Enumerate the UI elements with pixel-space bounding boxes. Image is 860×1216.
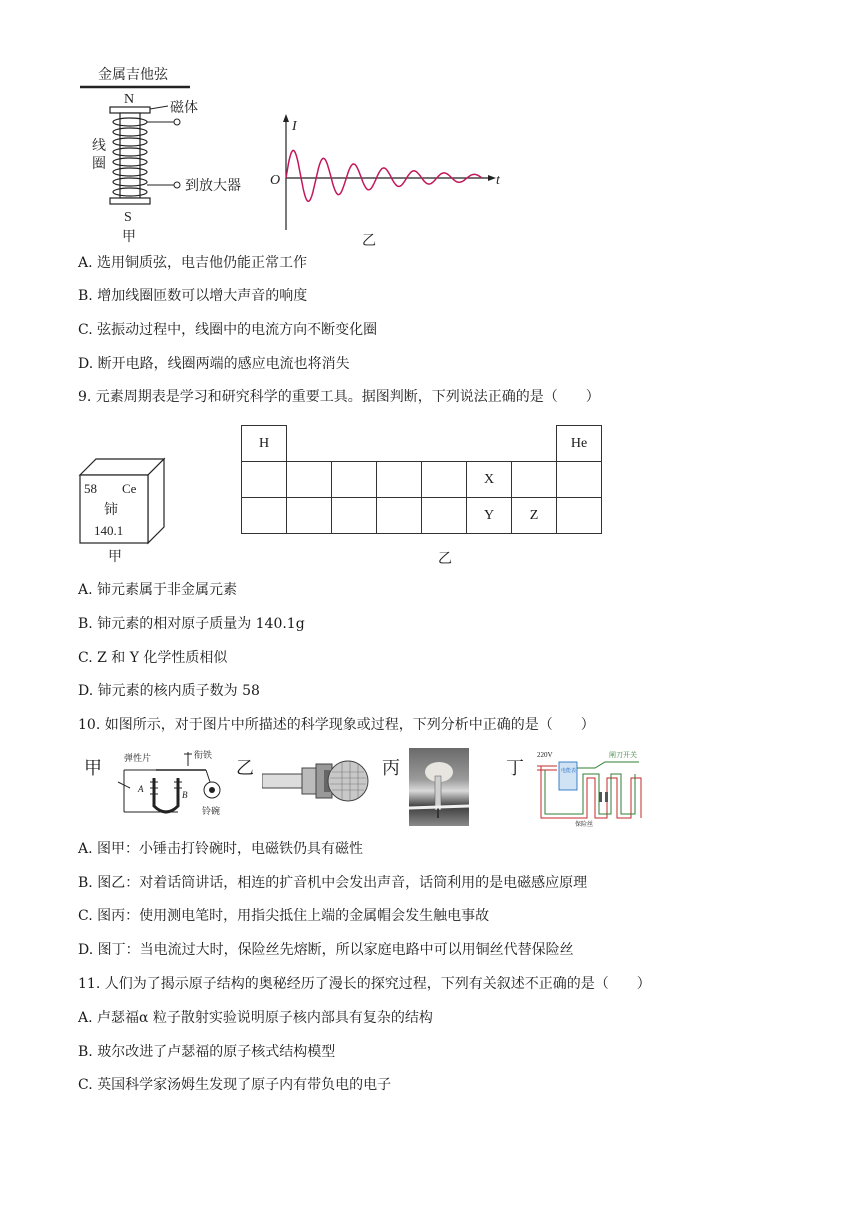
bottom-plate <box>110 198 150 204</box>
cell-h: H <box>242 426 287 462</box>
origin-label: O <box>270 173 281 188</box>
x-axis-label: t <box>496 173 500 188</box>
bell-a-label: A <box>138 784 144 794</box>
q9-option-b[interactable]: B. 铈元素的相对原子质量为 140.1g <box>78 616 305 632</box>
figure-jia-caption: 甲 <box>122 230 136 245</box>
terminal-top <box>174 119 180 125</box>
voltage-label: 220V <box>537 751 553 759</box>
q9-option-a[interactable]: A. 铈元素属于非金属元素 <box>78 582 238 598</box>
label-jia: 甲 <box>84 758 102 779</box>
fuse-label: 保险丝 <box>575 822 594 828</box>
q8-option-c[interactable]: C. 弦振动过程中，线圈中的电流方向不断变化圈 <box>78 322 378 338</box>
microphone-figure <box>262 752 372 812</box>
terminal-bottom <box>174 182 180 188</box>
label-ding: 丁 <box>506 758 524 779</box>
circuit-svg <box>535 748 645 828</box>
q8-option-b[interactable]: B. 增加线圈匝数可以增大声音的响度 <box>78 288 308 304</box>
bell-label: 铃碗 <box>202 806 221 816</box>
figure-yi-caption: 乙 <box>362 234 376 249</box>
meter-label: 电能表 <box>561 769 577 774</box>
cell-z: Z <box>512 498 557 534</box>
electric-bell-figure <box>108 748 228 820</box>
coil-label-2: 圈 <box>92 157 106 172</box>
atomic-number: 58 <box>84 481 97 496</box>
q10-stem: 10. 如图所示，对于图片中所描述的科学现象或过程，下列分析中正确的是（ ） <box>78 717 595 733</box>
element-cube <box>78 455 178 565</box>
test-pen-svg <box>409 748 469 826</box>
bell-svg <box>108 748 228 820</box>
current-graph <box>262 110 512 250</box>
q10-option-b[interactable]: B. 图乙：对着话筒讲话，相连的扩音机中会发出声音，话筒利用的是电磁感应原理 <box>78 875 588 891</box>
cell-he: He <box>557 426 602 462</box>
q8-option-d[interactable]: D. 断开电路，线圈两端的感应电流也将消失 <box>78 356 350 372</box>
pickup-figure <box>80 60 280 250</box>
x-axis-arrow <box>488 175 496 181</box>
amp-label: 到放大器 <box>185 179 241 194</box>
household-circuit-figure <box>535 748 645 828</box>
element-card-caption: 甲 <box>108 550 122 565</box>
q11-stem: 11. 人们为了揭示原子结构的奥秘经历了漫长的探究过程，下列有关叙述不正确的是（ ） <box>78 976 651 992</box>
q10-option-a[interactable]: A. 图甲：小锤击打铃碗时，电磁铁仍具有磁性 <box>78 841 364 857</box>
element-name: 铈 <box>104 503 118 518</box>
pole-n: N <box>124 92 135 107</box>
element-symbol: Ce <box>122 481 137 496</box>
armature-label: 衔铁 <box>194 750 213 760</box>
cell-y: Y <box>467 498 512 534</box>
microphone-svg <box>262 752 372 812</box>
q10-option-d[interactable]: D. 图丁：当电流过大时，保险丝先熔断，所以家庭电路中可以用铜丝代替保险丝 <box>78 942 574 958</box>
magnet-label: 磁体 <box>170 101 198 116</box>
q9-stem: 9. 元素周期表是学习和研究科学的重要工具。据图判断，下列说法正确的是（ ） <box>78 389 600 405</box>
periodic-table-caption: 乙 <box>438 551 452 567</box>
y-axis-arrow <box>283 114 289 122</box>
pole-s: S <box>124 210 132 225</box>
magnet-pointer <box>150 106 168 109</box>
q8-option-a[interactable]: A. 选用铜质弦，电吉他仍能正常工作 <box>78 255 308 271</box>
string-label: 金属吉他弦 <box>98 68 168 83</box>
q10-option-c[interactable]: C. 图丙：使用测电笔时，用指尖抵住上端的金属帽会发生触电事故 <box>78 908 490 924</box>
pickup-diagram <box>80 60 280 250</box>
current-graph-svg <box>262 110 512 250</box>
element-card <box>78 455 178 565</box>
cell-x: X <box>467 462 512 498</box>
test-pen-photo <box>409 748 469 826</box>
switch-label: 闸刀开关 <box>609 751 637 759</box>
damped-wave <box>286 150 482 201</box>
atomic-mass: 140.1 <box>94 523 124 538</box>
periodic-table <box>241 425 602 534</box>
q9-option-c[interactable]: C. Z 和 Y 化学性质相似 <box>78 650 228 666</box>
label-bing: 丙 <box>382 758 400 779</box>
spring-label: 弹性片 <box>124 753 152 763</box>
y-axis-label: I <box>292 119 297 134</box>
bell-b-label: B <box>182 790 188 800</box>
q11-option-a[interactable]: A. 卢瑟福α 粒子散射实验说明原子核内部具有复杂的结构 <box>78 1010 433 1026</box>
coil-label-1: 线 <box>92 139 106 154</box>
q11-option-b[interactable]: B. 玻尔改进了卢瑟福的原子核式结构模型 <box>78 1044 336 1060</box>
q11-option-c[interactable]: C. 英国科学家汤姆生发现了原子内有带负电的电子 <box>78 1077 392 1093</box>
label-yi: 乙 <box>236 758 254 779</box>
q9-option-d[interactable]: D. 铈元素的核内质子数为 58 <box>78 683 260 699</box>
top-plate <box>110 107 150 113</box>
